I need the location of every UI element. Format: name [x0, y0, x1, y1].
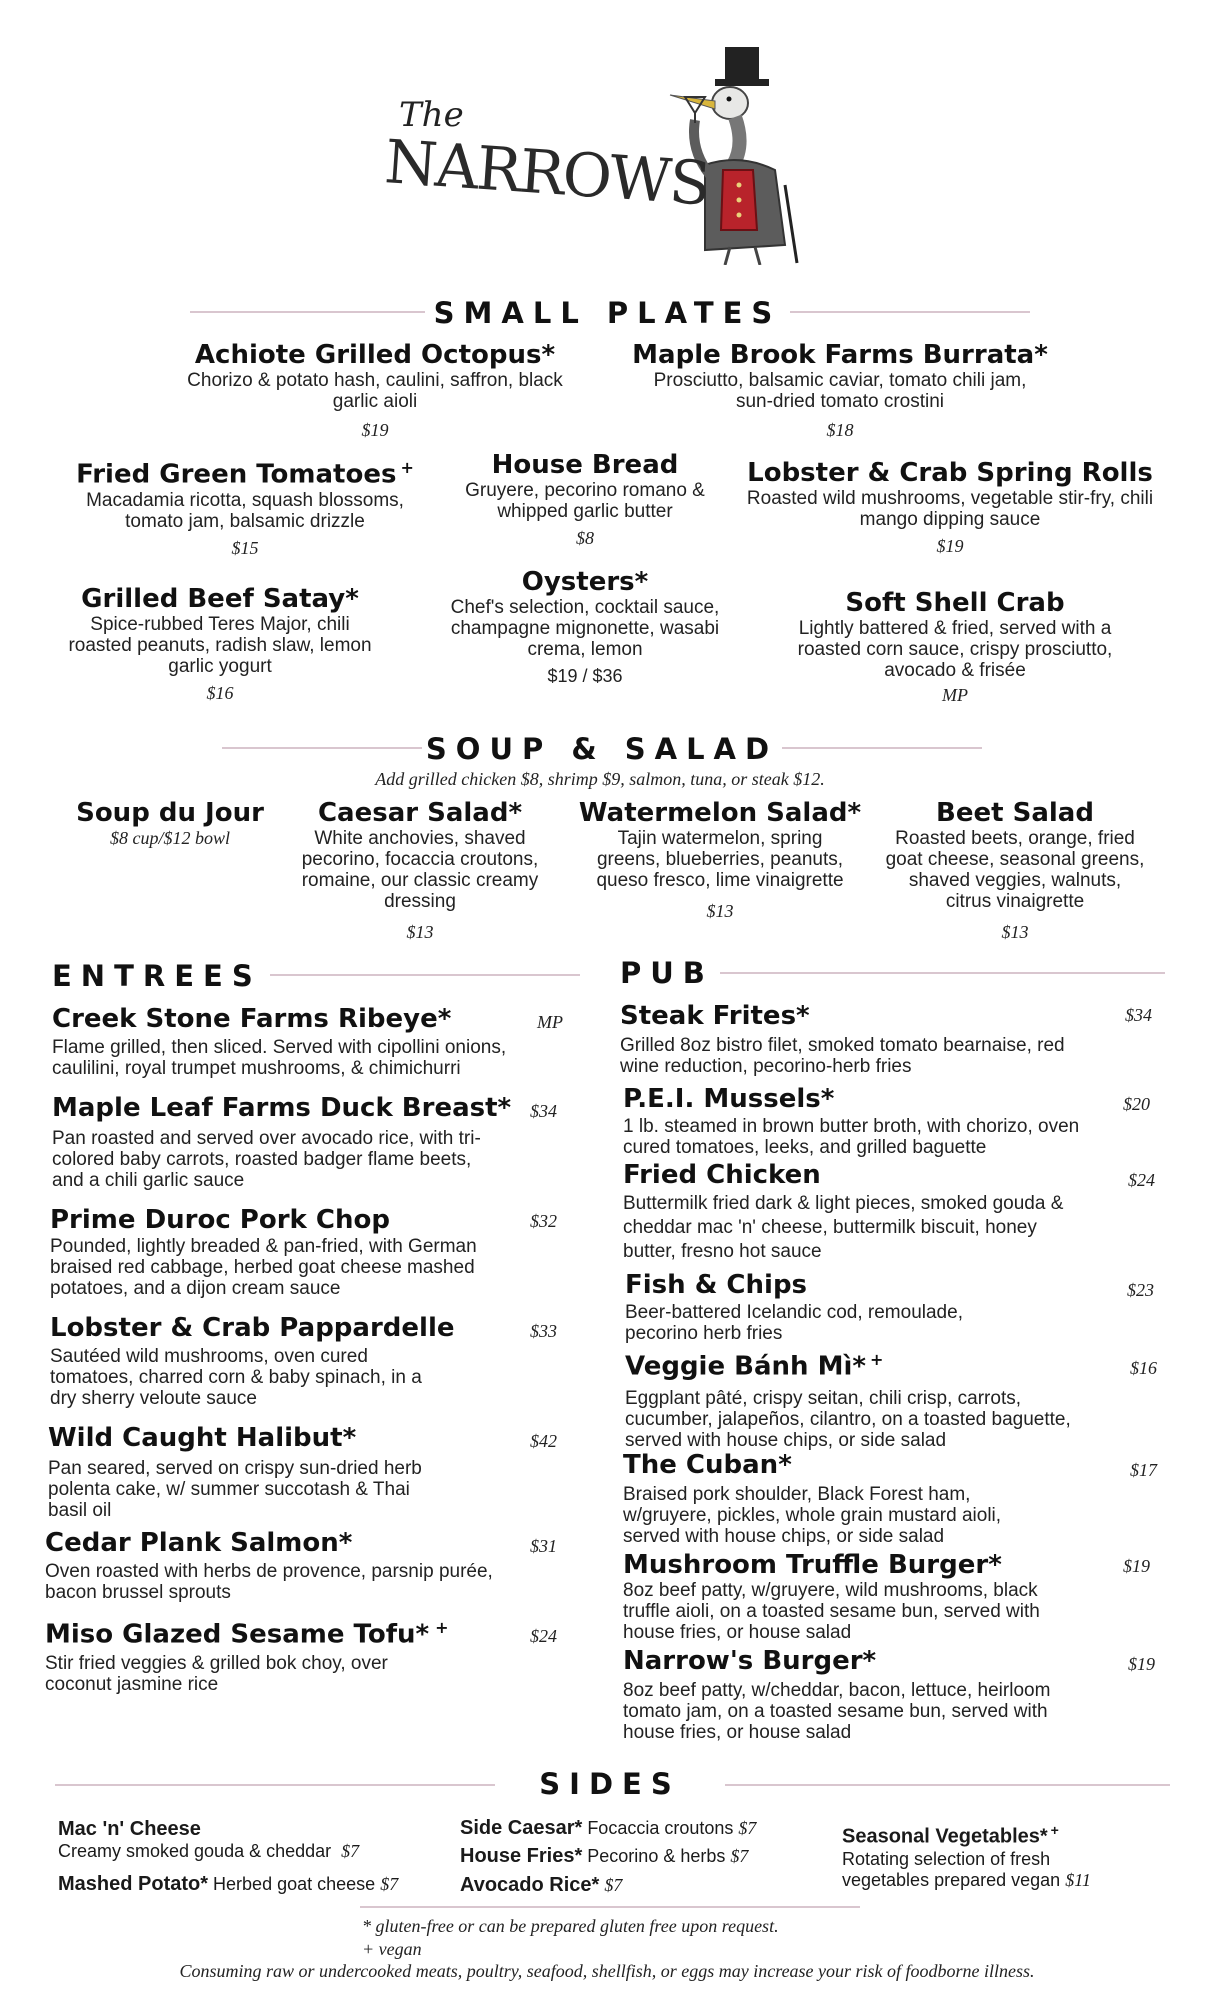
dish-desc: Grilled 8oz bistro filet, smoked tomato bearnaise, red wine reduction, pecorino-herb fries: [620, 1035, 1065, 1077]
dish-price: $19 / $36: [547, 666, 623, 686]
side-seasonal-vegetables: [842, 1822, 1162, 1891]
dish-desc: Roasted wild mushrooms, vegetable stir-fry, chili mango dipping sauce: [746, 488, 1154, 530]
dish-price: $16: [206, 683, 234, 703]
rule-entrees: [270, 974, 580, 976]
dish-spring-rolls: [735, 458, 1165, 557]
side-title: Mac 'n' Cheese: [58, 1818, 201, 1840]
dish-price: $17: [1130, 1460, 1157, 1480]
pub-steak-frites: [620, 1001, 1160, 1077]
dish-desc: Lightly battered & fried, served with a roasted corn sauce, crispy prosciutto, avocado & frisée: [797, 618, 1113, 681]
dish-price: $19: [1128, 1654, 1155, 1674]
dish-price: $19: [361, 420, 389, 440]
pub-mussels: [623, 1084, 1160, 1158]
dish-desc: Pounded, lightly breaded & pan-fried, with German braised red cabbage, herbed goat cheese mashed potatoes, and a dijon cream sauce: [50, 1236, 477, 1299]
dish-title: Narrow's Burger*: [623, 1646, 877, 1676]
dish-price: $13: [406, 922, 434, 942]
dish-desc: Buttermilk fried dark & light pieces, smoked gouda & cheddar mac 'n' cheese, buttermilk biscuit, honey butter, fresno hot sauce: [623, 1193, 1064, 1262]
side-caesar: [460, 1818, 800, 1839]
dish-title: Grilled Beef Satay*: [81, 584, 359, 614]
side-desc: Creamy smoked gouda & cheddar: [58, 1841, 332, 1861]
side-price: $7: [604, 1875, 623, 1895]
pub-mushroom-burger: [623, 1550, 1160, 1643]
dish-desc: Flame grilled, then sliced. Served with cipollini onions, caulilini, royal trumpet mushrooms, & chimichurri: [52, 1037, 507, 1079]
dish-title: Veggie Bánh Mì*: [625, 1351, 866, 1382]
side-price: $11: [1065, 1869, 1091, 1890]
dish-price: $33: [530, 1321, 557, 1341]
dish-price: $24: [530, 1626, 557, 1646]
soup-salad-addon-note: Add grilled chicken $8, shrimp $9, salmon, tuna, or steak $12.: [375, 769, 825, 789]
dish-price: $34: [530, 1101, 557, 1121]
side-title: Side Caesar*: [460, 1817, 583, 1839]
dish-title: Creek Stone Farms Ribeye*: [52, 1004, 452, 1034]
side-desc: Focaccia croutons: [587, 1818, 734, 1838]
dish-achiote-octopus: [140, 340, 610, 441]
rule-sides-right: [725, 1784, 1170, 1786]
dish-fried-green-tomatoes: [60, 458, 430, 559]
dish-title: Oysters*: [521, 567, 649, 597]
rule-soup-salad-right: [782, 747, 982, 749]
vegan-mark: +: [869, 1350, 884, 1369]
dish-price: $34: [1125, 1005, 1152, 1025]
dish-desc: Stir fried veggies & grilled bok choy, over coconut jasmine rice: [45, 1652, 388, 1695]
dish-title: The Cuban*: [623, 1450, 792, 1480]
vegan-mark: +: [1050, 1822, 1059, 1838]
dish-price: MP: [537, 1012, 563, 1032]
heading-sides: SIDES: [539, 1767, 681, 1801]
dish-desc: Prosciutto, balsamic caviar, tomato chili jam, sun-dried tomato crostini: [653, 370, 1027, 412]
side-price: $7: [738, 1818, 757, 1838]
dish-title: Watermelon Salad*: [578, 798, 862, 828]
dish-desc: Spice-rubbed Teres Major, chili roasted peanuts, radish slaw, lemon garlic yogurt: [68, 614, 372, 677]
dish-title: P.E.I. Mussels*: [623, 1084, 835, 1114]
rule-sides-left: [55, 1784, 495, 1786]
pub-cuban: [623, 1450, 1160, 1547]
side-mashed-potato: [58, 1874, 458, 1895]
side-mac-cheese: [58, 1818, 438, 1862]
dish-title: Fish & Chips: [625, 1270, 808, 1300]
dish-beef-satay: [50, 584, 390, 704]
dish-price: $16: [1130, 1358, 1157, 1378]
rule-small-plates-right: [790, 311, 1030, 313]
dish-desc: White anchovies, shaved pecorino, focaccia croutons, romaine, our classic creamy dressing: [301, 828, 539, 912]
dish-desc: Macadamia ricotta, squash blossoms, tomato jam, balsamic drizzle: [86, 489, 404, 532]
dish-soft-shell-crab: [770, 588, 1140, 706]
dish-title: Fried Chicken: [623, 1160, 821, 1190]
dish-house-bread: [440, 450, 730, 549]
logo: [382, 35, 825, 265]
side-price: $7: [341, 1841, 360, 1861]
dish-oysters: [425, 567, 745, 687]
vegan-mark: +: [435, 1618, 449, 1637]
dish-desc: Oven roasted with herbs de provence, parsnip purée, bacon brussel sprouts: [45, 1561, 493, 1603]
side-title: Avocado Rice*: [460, 1874, 600, 1896]
dish-price: $8: [576, 528, 594, 548]
dish-burrata: [615, 340, 1065, 441]
dish-desc: Tajin watermelon, spring greens, blueberries, peanuts, queso fresco, lime vinaigrette: [596, 828, 844, 891]
footnote-foodborne-warning: Consuming raw or undercooked meats, poultry, seafood, shellfish, or eggs may increase your risk of foodborne illness.: [179, 1961, 1035, 1981]
dish-title: Wild Caught Halibut*: [48, 1423, 357, 1453]
side-price: $7: [380, 1874, 399, 1894]
footnote-vegan: + vegan: [362, 1939, 422, 1959]
dish-price: MP: [942, 685, 968, 705]
entree-pork-chop: [50, 1205, 560, 1299]
logo-the: The: [399, 95, 464, 135]
dish-title: Fried Green Tomatoes: [76, 459, 397, 490]
dish-desc: Gruyere, pecorino romano & whipped garlic butter: [465, 480, 705, 522]
side-desc: Rotating selection of fresh vegetables prepared vegan: [842, 1848, 1061, 1890]
dish-desc: 1 lb. steamed in brown butter broth, with chorizo, oven cured tomatoes, leeks, and grilled baguette: [623, 1116, 1080, 1158]
side-house-fries: [460, 1846, 800, 1867]
dish-title: Soft Shell Crab: [845, 588, 1065, 618]
heading-small-plates: SMALL PLATES: [433, 296, 782, 330]
dish-price: $23: [1127, 1280, 1154, 1300]
side-avocado-rice: [460, 1875, 800, 1896]
dish-caesar-salad: [285, 798, 555, 943]
dish-desc: Eggplant pâté, crispy seitan, chili crisp, carrots, cucumber, jalapeños, cilantro, on a toasted baguette, served with house chips, or side salad: [625, 1387, 1071, 1451]
dish-price: $18: [826, 420, 854, 440]
dish-desc: Beer-battered Icelandic cod, remoulade, pecorino herb fries: [625, 1302, 963, 1344]
dish-title: Miso Glazed Sesame Tofu*: [45, 1619, 430, 1650]
dish-desc: Sautéed wild mushrooms, oven cured tomatoes, charred corn & baby spinach, in a dry sherry veloute sauce: [50, 1346, 422, 1409]
dish-price: $15: [231, 537, 259, 558]
dish-price: $32: [530, 1211, 557, 1231]
rule-soup-salad-left: [222, 747, 422, 749]
rule-small-plates-left: [190, 311, 425, 313]
dish-desc: Chorizo & potato hash, caulini, saffron, black garlic aioli: [187, 370, 563, 412]
dish-title: Prime Duroc Pork Chop: [50, 1205, 390, 1235]
dish-price: $20: [1123, 1094, 1150, 1114]
dish-title: Beet Salad: [936, 798, 1094, 828]
dish-title: Steak Frites*: [620, 1001, 810, 1031]
pub-narrows-burger: [623, 1646, 1160, 1743]
dish-title: Caesar Salad*: [317, 798, 523, 828]
dish-title: Lobster & Crab Pappardelle: [50, 1313, 455, 1343]
dish-desc: Pan seared, served on crispy sun-dried herb polenta cake, w/ summer succotash & Thai basil oil: [48, 1458, 422, 1521]
dish-title: Mushroom Truffle Burger*: [623, 1550, 1002, 1580]
dish-title: Maple Leaf Farms Duck Breast*: [52, 1093, 512, 1123]
side-desc: Pecorino & herbs: [587, 1846, 726, 1866]
dish-title: Maple Brook Farms Burrata*: [632, 340, 1048, 370]
dish-beet-salad: [880, 798, 1150, 943]
side-title: Seasonal Vegetables*: [842, 1825, 1048, 1848]
side-title: House Fries*: [460, 1845, 583, 1867]
side-price: $7: [730, 1846, 749, 1866]
dish-desc: Chef's selection, cocktail sauce, champagne mignonette, wasabi crema, lemon: [450, 597, 720, 660]
entree-tofu: [45, 1618, 560, 1695]
dish-desc: Roasted beets, orange, fried goat cheese, seasonal greens, shaved veggies, walnuts, citrus vinaigrette: [885, 828, 1145, 912]
dish-price: $42: [530, 1431, 557, 1451]
dish-soup-du-jour: [60, 798, 280, 849]
dish-price: $24: [1128, 1170, 1155, 1190]
dish-desc: 8oz beef patty, w/gruyere, wild mushrooms, black truffle aioli, on a toasted sesame bun, served with house fries, or house salad: [623, 1580, 1040, 1643]
dish-price: $19: [1123, 1556, 1150, 1576]
dish-title: House Bread: [491, 450, 679, 480]
entree-ribeye: [52, 1004, 562, 1079]
dish-price: $31: [530, 1536, 557, 1556]
side-desc: Herbed goat cheese: [213, 1874, 376, 1894]
dish-price: $13: [706, 901, 734, 921]
dish-title: Lobster & Crab Spring Rolls: [747, 458, 1153, 488]
dish-title: Cedar Plank Salmon*: [45, 1528, 353, 1558]
entree-duck-breast: [52, 1093, 562, 1191]
dish-title: Achiote Grilled Octopus*: [194, 340, 556, 370]
side-title: Mashed Potato*: [58, 1873, 209, 1895]
heading-pub: PUB: [620, 956, 714, 990]
pub-fish-chips: [625, 1270, 1160, 1344]
dish-desc: Braised pork shoulder, Black Forest ham, w/gruyere, pickles, whole grain mustard aioli, served with house chips, or side salad: [623, 1484, 1002, 1547]
dish-price: $19: [936, 536, 964, 556]
dish-title: Soup du Jour: [76, 798, 264, 828]
rule-footer: [360, 1906, 860, 1908]
dish-price: $8 cup/$12 bowl: [110, 828, 230, 848]
dish-desc: 8oz beef patty, w/cheddar, bacon, lettuce, heirloom tomato jam, on a toasted sesame bun, served with house fries, or house salad: [623, 1680, 1051, 1743]
heading-entrees: ENTREES: [52, 959, 262, 993]
pub-fried-chicken: [623, 1160, 1160, 1264]
dish-watermelon-salad: [575, 798, 865, 922]
vegan-mark: +: [400, 458, 414, 477]
logo-wordmark: NARROWS: [382, 127, 711, 220]
footnote-gluten-free: * gluten-free or can be prepared gluten free upon request.: [362, 1916, 779, 1936]
entree-salmon: [45, 1528, 560, 1603]
rule-pub: [720, 972, 1165, 974]
heading-soup-salad: SOUP & SALAD: [425, 732, 779, 766]
entree-halibut: [48, 1423, 560, 1521]
pub-banh-mi: [625, 1350, 1160, 1451]
dish-desc: Pan roasted and served over avocado rice, with tri-colored baby carrots, roasted badger flame beets, and a chili garlic sauce: [52, 1128, 481, 1191]
entree-pappardelle: [50, 1313, 560, 1409]
dish-price: $13: [1001, 922, 1029, 942]
